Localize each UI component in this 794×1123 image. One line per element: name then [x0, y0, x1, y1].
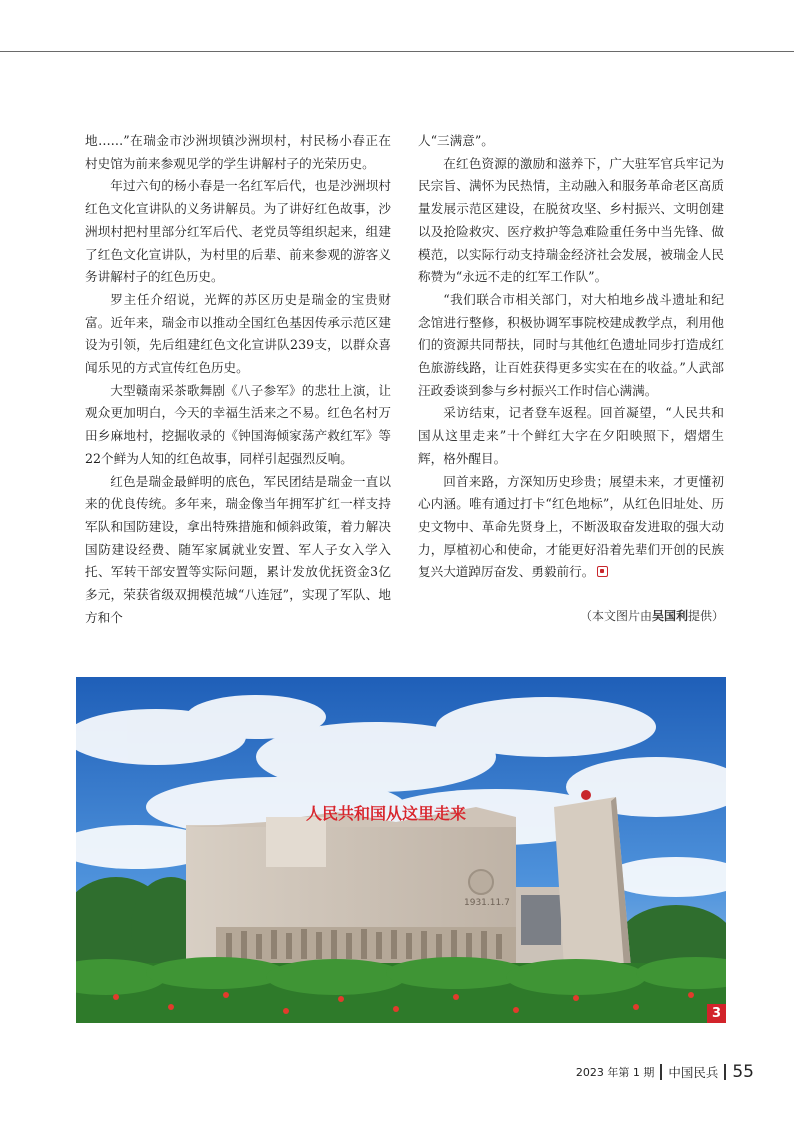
footer-divider	[660, 1064, 662, 1080]
footer-divider	[724, 1064, 726, 1080]
credit-name: 吴国利	[651, 609, 688, 623]
page-number: 55	[732, 1062, 754, 1082]
monument-inscription: 人民共和国从这里走来	[306, 804, 467, 823]
end-mark-icon	[597, 566, 608, 577]
left-column	[85, 130, 391, 629]
paragraph-text: 回首来路，方深知历史珍贵；展望未来，才更懂初心内涵。唯有通过打卡“红色地标”，从红色旧址处、历史文物中、革命先贤身上，不断汲取奋发进取的强大动力，厚植初心和使命，才能更好沿着先辈们开创的民族复兴大道踔厉奋发、勇毅前行。	[418, 473, 724, 580]
paragraph: 大型赣南采茶歌舞剧《八子参军》的悲壮上演，让观众更加明白，今天的幸福生活来之不易。红色名村万田乡麻地村，挖掘收录的《钟国海倾家荡产救红军》等22个鲜为人知的红色故事，同样引起强烈反响。	[85, 382, 391, 466]
credit-suffix: 提供）	[687, 609, 724, 623]
paragraph: 罗主任介绍说，光辉的苏区历史是瑞金的宝贵财富。近年来，瑞金市以推动全国红色基因传承示范区建设为引领，先后组建红色文化宣讲队239支，以群众喜闻乐见的方式宣传红色历史。	[85, 291, 391, 376]
right-column	[418, 130, 724, 584]
paragraph	[418, 471, 724, 585]
issue-label: 2023 年第 1 期	[575, 1066, 655, 1079]
paragraph: 人“三满意”。	[418, 133, 494, 148]
monument-photo-illustration	[76, 677, 726, 1023]
monument-photo	[76, 677, 726, 1023]
magazine-name: 中国民兵	[668, 1065, 719, 1080]
paragraph: 红色是瑞金最鲜明的底色，军民团结是瑞金一直以来的优良传统。多年来，瑞金像当年拥军扩红一样支持军队和国防建设，拿出特殊措施和倾斜政策，着力解决国防建设经费、随军家属就业安置、军人子女入学入托、军转干部安置等实际问题，累计发放优抚资金3亿多元，荣获省级双拥模范城“八连冠”，实现了军队、地方和个	[85, 473, 391, 625]
credit-prefix: （本文图片由	[579, 609, 652, 623]
page-footer	[576, 1062, 754, 1082]
paragraph: 采访结束，记者登车返程。回首凝望，“人民共和国从这里走来”十个鲜红大字在夕阳映照下，熠熠生辉，格外醒目。	[418, 405, 724, 466]
paragraph: 年过六旬的杨小春是一名红军后代，也是沙洲坝村红色文化宣讲队的义务讲解员。为了讲好红色故事，沙洲坝村把村里部分红军后代、老党员等组织起来，组建了红色文化宣讲队，为村里的后辈、前来参观的游客义务讲解村子的红色历史。	[85, 178, 391, 285]
photo-number-badge: 3	[707, 1004, 726, 1023]
header-rule	[0, 51, 794, 52]
paragraph: “我们联合市相关部门，对大柏地乡战斗遗址和纪念馆进行整修，积极协调军事院校建成教学点，利用他们的资源共同帮扶，同时与其他红色遗址同步打造成红色旅游线路，让百姓获得更多实实在在的收益。”人武部汪政委谈到参与乡村振兴工作时信心满满。	[418, 291, 724, 398]
monument-date: 1931.11.7	[464, 898, 510, 908]
paragraph: 在红色资源的激励和滋养下，广大驻军官兵牢记为民宗旨、满怀为民热情，主动融入和服务革命老区高质量发展示范区建设，在脱贫攻坚、乡村振兴、文明创建以及抢险救灾、医疗救护等急难险重任务中当先锋、做模范，以实际行动支持瑞金经济社会发展，被瑞金人民称赞为“永远不走的红军工作队”。	[418, 155, 724, 285]
paragraph: 地……”在瑞金市沙洲坝镇沙洲坝村，村民杨小春正在村史馆为前来参观见学的学生讲解村子的光荣历史。	[85, 133, 391, 171]
photo-credit	[580, 607, 724, 624]
